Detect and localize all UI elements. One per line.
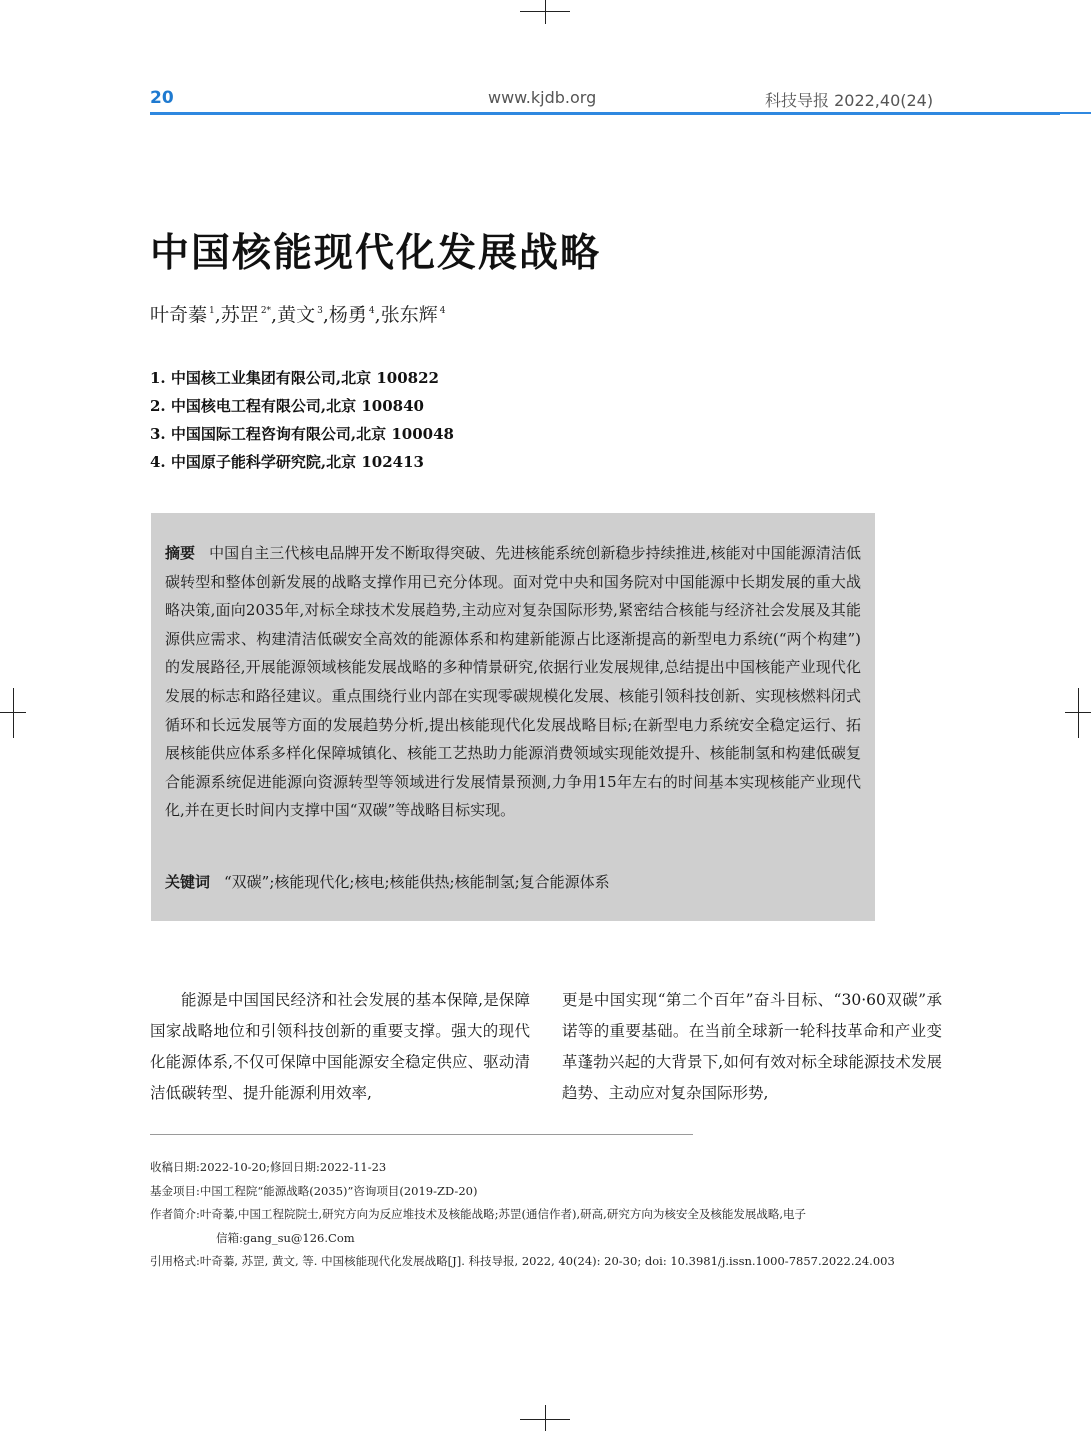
author-bio: 作者简介:叶奇蓁,中国工程院院士,研究方向为反应堆技术及核能战略;苏罡(通信作者),研高,研究方向为核安全及核能发展战略,电子 <box>150 1207 806 1221</box>
citation: 引用格式:叶奇蓁, 苏罡, 黄文, 等. 中国核能现代化发展战略[J]. 科技导报, 2022, 40(24): 20-30; doi: 10.3981/j.issn.1000-7857.2022.24.003 <box>150 1254 895 1268</box>
affiliation: 2. 中国核电工程有限公司,北京 100840 <box>150 397 424 415</box>
abstract-label: 摘要 <box>165 544 196 562</box>
affiliation: 1. 中国核工业集团有限公司,北京 100822 <box>150 369 439 387</box>
crop-mark-right-v <box>1078 688 1079 738</box>
keywords <box>165 871 861 892</box>
author-email: 信箱:gang_su@126.Com <box>216 1230 355 1245</box>
footnotes <box>150 1156 945 1274</box>
page-number: 20 <box>150 88 174 108</box>
header-rule-tail <box>1040 112 1091 114</box>
journal-issue: 科技导报 2022,40(24) <box>765 91 934 110</box>
footnote-rule <box>150 1134 693 1135</box>
author-list <box>150 300 445 327</box>
author: 叶奇蓁 $^1$, <box>150 304 221 326</box>
header-rule <box>150 112 1060 115</box>
abstract <box>165 539 861 825</box>
body-right-column: 更是中国实现“第二个百年”奋斗目标、“30·60双碳”承诺等的重要基础。在当前全球新一轮科技革命和产业变革蓬勃兴起的大背景下,如何有效对标全球能源技术发展趋势、主动应对复杂国际形势, <box>562 991 942 1102</box>
keywords-label: 关键词 <box>165 873 211 891</box>
received-dates: 收稿日期:2022-10-20;修回日期:2022-11-23 <box>150 1160 387 1174</box>
article-title: 中国核能现代化发展战略 <box>150 231 602 276</box>
body-left-column: 能源是中国国民经济和社会发展的基本保障,是保障国家战略地位和引领科技创新的重要支撑。强大的现代化能源体系,不仅可保障中国能源安全稳定供应、驱动清洁低碳转型、提升能源利用效率, <box>150 991 530 1102</box>
funding: 基金项目:中国工程院“能源战略(2035)”咨询项目(2019-ZD-20) <box>150 1183 478 1198</box>
crop-mark-left-v <box>13 688 14 738</box>
affiliation: 3. 中国国际工程咨询有限公司,北京 100048 <box>150 425 454 443</box>
abstract-text: 中国自主三代核电品牌开发不断取得突破、先进核能系统创新稳步持续推进,核能对中国能源清洁低碳转型和整体创新发展的战略支撑作用已充分体现。面对党中央和国务院对中国能源中长期发展的重大战略决策,面向2035年,对标全球技术发展趋势,主动应对复杂国际形势,紧密结合核能与经济社会发展及其能源供应需求、构建清洁低碳安全高效的能源体系和构建新能源占比逐渐提高的新型电力系统(“两个构建”)的发展路径,开展能源领域核能发展战略的多种情景研究,依据行业发展规律,总结提出中国核能产业现代化发展的标志和路径建议。重点围绕行业内部在实现零碳规模化发展、核能引领科技创新、实现核燃料闭式循环和长远发展等方面的发展趋势分析,提出核能现代化发展战略目标;在新型电力系统安全稳定运行、拓展核能供应体系多样化保障城镇化、核能工艺热助力能源消费领域实现能效提升、核能制氢和构建低碳复合能源系统促进能源向资源转型等领域进行发展情景预测,力争用15年左右的时间基本实现核能产业现代化,并在更长时间内支撑中国“双碳”等战略目标实现。 <box>165 544 861 820</box>
affiliation-list <box>150 364 454 476</box>
abstract-box <box>151 513 875 921</box>
author: 苏罡 $^{2*}$, <box>220 304 278 326</box>
author: 黄文 $^3$, <box>277 304 329 326</box>
journal-website: www.kjdb.org <box>488 88 597 107</box>
crop-mark-bottom-v <box>545 1405 546 1431</box>
author: 张东辉 $^4$ <box>380 304 446 326</box>
affiliation: 4. 中国原子能科学研究院,北京 102413 <box>150 453 424 471</box>
crop-mark-top-v <box>545 0 546 24</box>
keywords-text: “双碳”;核能现代化;核电;核能供热;核能制氢;复合能源体系 <box>224 873 610 891</box>
author: 杨勇 $^4$, <box>328 304 381 326</box>
